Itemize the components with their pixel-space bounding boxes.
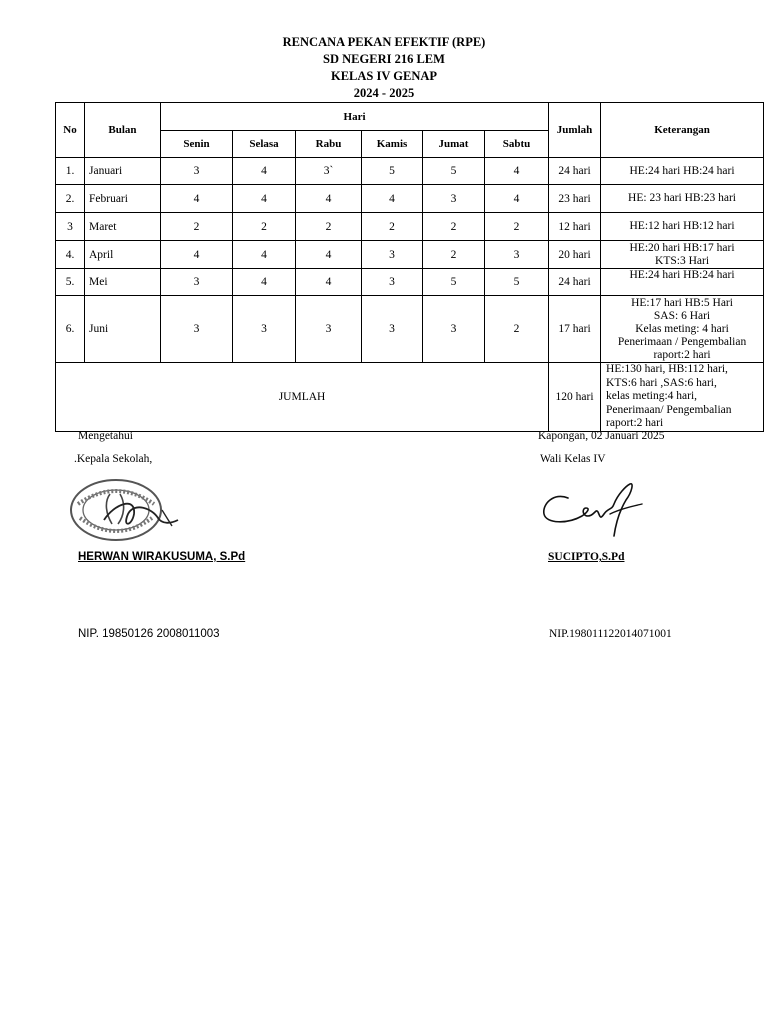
day-value: 4 bbox=[233, 269, 296, 296]
title-line-3: KELAS IV GENAP bbox=[330, 69, 438, 83]
table-row bbox=[56, 158, 764, 185]
day-value: 3 bbox=[161, 296, 233, 363]
total-jumlah: 120 hari bbox=[549, 363, 601, 432]
row-keterangan bbox=[601, 185, 764, 213]
day-value: 3 bbox=[485, 241, 549, 269]
row-no: 5. bbox=[56, 269, 85, 296]
keterangan-line: KTS:3 Hari bbox=[655, 254, 710, 267]
keterangan-line: Penerimaan/ Pengembalian bbox=[606, 403, 732, 416]
row-no: 2. bbox=[56, 185, 85, 213]
row-jumlah: 20 hari bbox=[549, 241, 601, 269]
header-day: Rabu bbox=[296, 131, 362, 158]
keterangan-line: raport:2 hari bbox=[653, 348, 711, 361]
row-no: 3 bbox=[56, 213, 85, 241]
day-value: 4 bbox=[485, 185, 549, 213]
school-stamp-icon bbox=[66, 474, 184, 546]
keterangan-line: Penerimaan / Pengembalian bbox=[617, 335, 747, 348]
table-row bbox=[56, 185, 764, 213]
keterangan-line: HE: 23 hari HB:23 hari bbox=[628, 192, 736, 204]
day-value: 2 bbox=[423, 241, 485, 269]
handwritten-signature-icon bbox=[538, 478, 648, 542]
row-jumlah: 23 hari bbox=[549, 185, 601, 213]
day-value: 2 bbox=[362, 213, 423, 241]
row-no: 6. bbox=[56, 296, 85, 363]
keterangan-line: HE:20 hari HB:17 hari bbox=[629, 241, 735, 254]
header-day: Kamis bbox=[362, 131, 423, 158]
row-keterangan bbox=[601, 158, 764, 185]
wali-kelas-nip: NIP.198011122014071001 bbox=[549, 628, 672, 640]
date-place: Kapongan, 02 Januari 2025 bbox=[538, 430, 665, 442]
day-value: 4 bbox=[233, 158, 296, 185]
table-row bbox=[56, 213, 764, 241]
day-value: 3 bbox=[296, 296, 362, 363]
row-jumlah: 17 hari bbox=[549, 296, 601, 363]
row-keterangan bbox=[601, 296, 764, 363]
day-value: 3 bbox=[423, 185, 485, 213]
day-value: 5 bbox=[423, 269, 485, 296]
title-line-2: SD NEGERI 216 LEM bbox=[323, 52, 445, 66]
day-value: 4 bbox=[296, 241, 362, 269]
day-value: 4 bbox=[362, 185, 423, 213]
day-value: 3 bbox=[362, 241, 423, 269]
table-row bbox=[56, 269, 764, 296]
keterangan-line: HE:12 hari HB:12 hari bbox=[629, 220, 735, 232]
header-keterangan: Keterangan bbox=[601, 103, 764, 158]
header-day: Jumat bbox=[423, 131, 485, 158]
kepala-sekolah-nip: NIP. 19850126 2008011003 bbox=[78, 628, 220, 640]
day-value: 4 bbox=[233, 241, 296, 269]
header-day: Sabtu bbox=[485, 131, 549, 158]
table-row bbox=[56, 241, 764, 269]
day-value: 2 bbox=[423, 213, 485, 241]
header-jumlah: Jumlah bbox=[549, 103, 601, 158]
row-jumlah: 24 hari bbox=[549, 158, 601, 185]
day-value: 4 bbox=[296, 185, 362, 213]
kepala-sekolah-name: HERWAN WIRAKUSUMA, S.Pd bbox=[78, 551, 246, 563]
day-value: 5 bbox=[485, 269, 549, 296]
day-value: 3 bbox=[423, 296, 485, 363]
row-keterangan bbox=[601, 213, 764, 241]
day-value: 4 bbox=[161, 185, 233, 213]
header-no: No bbox=[56, 103, 85, 158]
row-keterangan bbox=[601, 269, 764, 296]
day-value: 3 bbox=[362, 269, 423, 296]
keterangan-line: KTS:6 hari ,SAS:6 hari, bbox=[606, 376, 717, 389]
day-value: 3` bbox=[296, 158, 362, 185]
keterangan-line: HE:24 hari HB:24 hari bbox=[629, 164, 735, 177]
row-jumlah: 24 hari bbox=[549, 269, 601, 296]
day-value: 2 bbox=[233, 213, 296, 241]
day-value: 3 bbox=[161, 269, 233, 296]
kepala-sekolah-label: .Kepala Sekolah, bbox=[74, 453, 153, 465]
mengetahui-label: Mengetahui bbox=[78, 430, 133, 442]
row-keterangan bbox=[601, 241, 764, 269]
day-value: 2 bbox=[485, 213, 549, 241]
row-bulan: Januari bbox=[85, 158, 161, 185]
day-value: 4 bbox=[485, 158, 549, 185]
row-bulan: Mei bbox=[85, 269, 161, 296]
day-value: 3 bbox=[233, 296, 296, 363]
rpe-table bbox=[55, 102, 764, 432]
day-value: 3 bbox=[362, 296, 423, 363]
total-keterangan bbox=[601, 363, 764, 432]
header-day: Selasa bbox=[233, 131, 296, 158]
keterangan-line: SAS: 6 Hari bbox=[653, 309, 711, 322]
day-value: 4 bbox=[161, 241, 233, 269]
header-bulan: Bulan bbox=[85, 103, 161, 158]
wali-kelas-name: SUCIPTO,S.Pd bbox=[548, 551, 625, 563]
title-line-1: RENCANA PEKAN EFEKTIF (RPE) bbox=[282, 35, 486, 49]
row-jumlah: 12 hari bbox=[549, 213, 601, 241]
keterangan-line: HE:17 hari HB:5 Hari bbox=[631, 296, 733, 309]
row-bulan: Juni bbox=[85, 296, 161, 363]
keterangan-line: HE:130 hari, HB:112 hari, bbox=[606, 363, 728, 375]
row-bulan: April bbox=[85, 241, 161, 269]
row-no: 4. bbox=[56, 241, 85, 269]
keterangan-line: raport:2 hari bbox=[606, 417, 664, 429]
day-value: 2 bbox=[161, 213, 233, 241]
day-value: 2 bbox=[296, 213, 362, 241]
document-title bbox=[0, 34, 768, 102]
day-value: 2 bbox=[485, 296, 549, 363]
day-value: 4 bbox=[233, 185, 296, 213]
header-hari: Hari bbox=[161, 103, 549, 131]
day-value: 5 bbox=[423, 158, 485, 185]
total-label: JUMLAH bbox=[56, 363, 549, 432]
keterangan-line: Kelas meting: 4 hari bbox=[635, 322, 729, 335]
row-bulan: Maret bbox=[85, 213, 161, 241]
wali-kelas-label: Wali Kelas IV bbox=[540, 453, 606, 465]
day-value: 4 bbox=[296, 269, 362, 296]
day-value: 3 bbox=[161, 158, 233, 185]
header-day: Senin bbox=[161, 131, 233, 158]
row-no: 1. bbox=[56, 158, 85, 185]
keterangan-line: kelas meting:4 hari, bbox=[606, 390, 698, 402]
total-row bbox=[56, 363, 764, 432]
row-bulan: Februari bbox=[85, 185, 161, 213]
title-line-4: 2024 - 2025 bbox=[353, 86, 415, 100]
table-row bbox=[56, 296, 764, 363]
keterangan-line: HE:24 hari HB:24 hari bbox=[629, 269, 735, 281]
day-value: 5 bbox=[362, 158, 423, 185]
